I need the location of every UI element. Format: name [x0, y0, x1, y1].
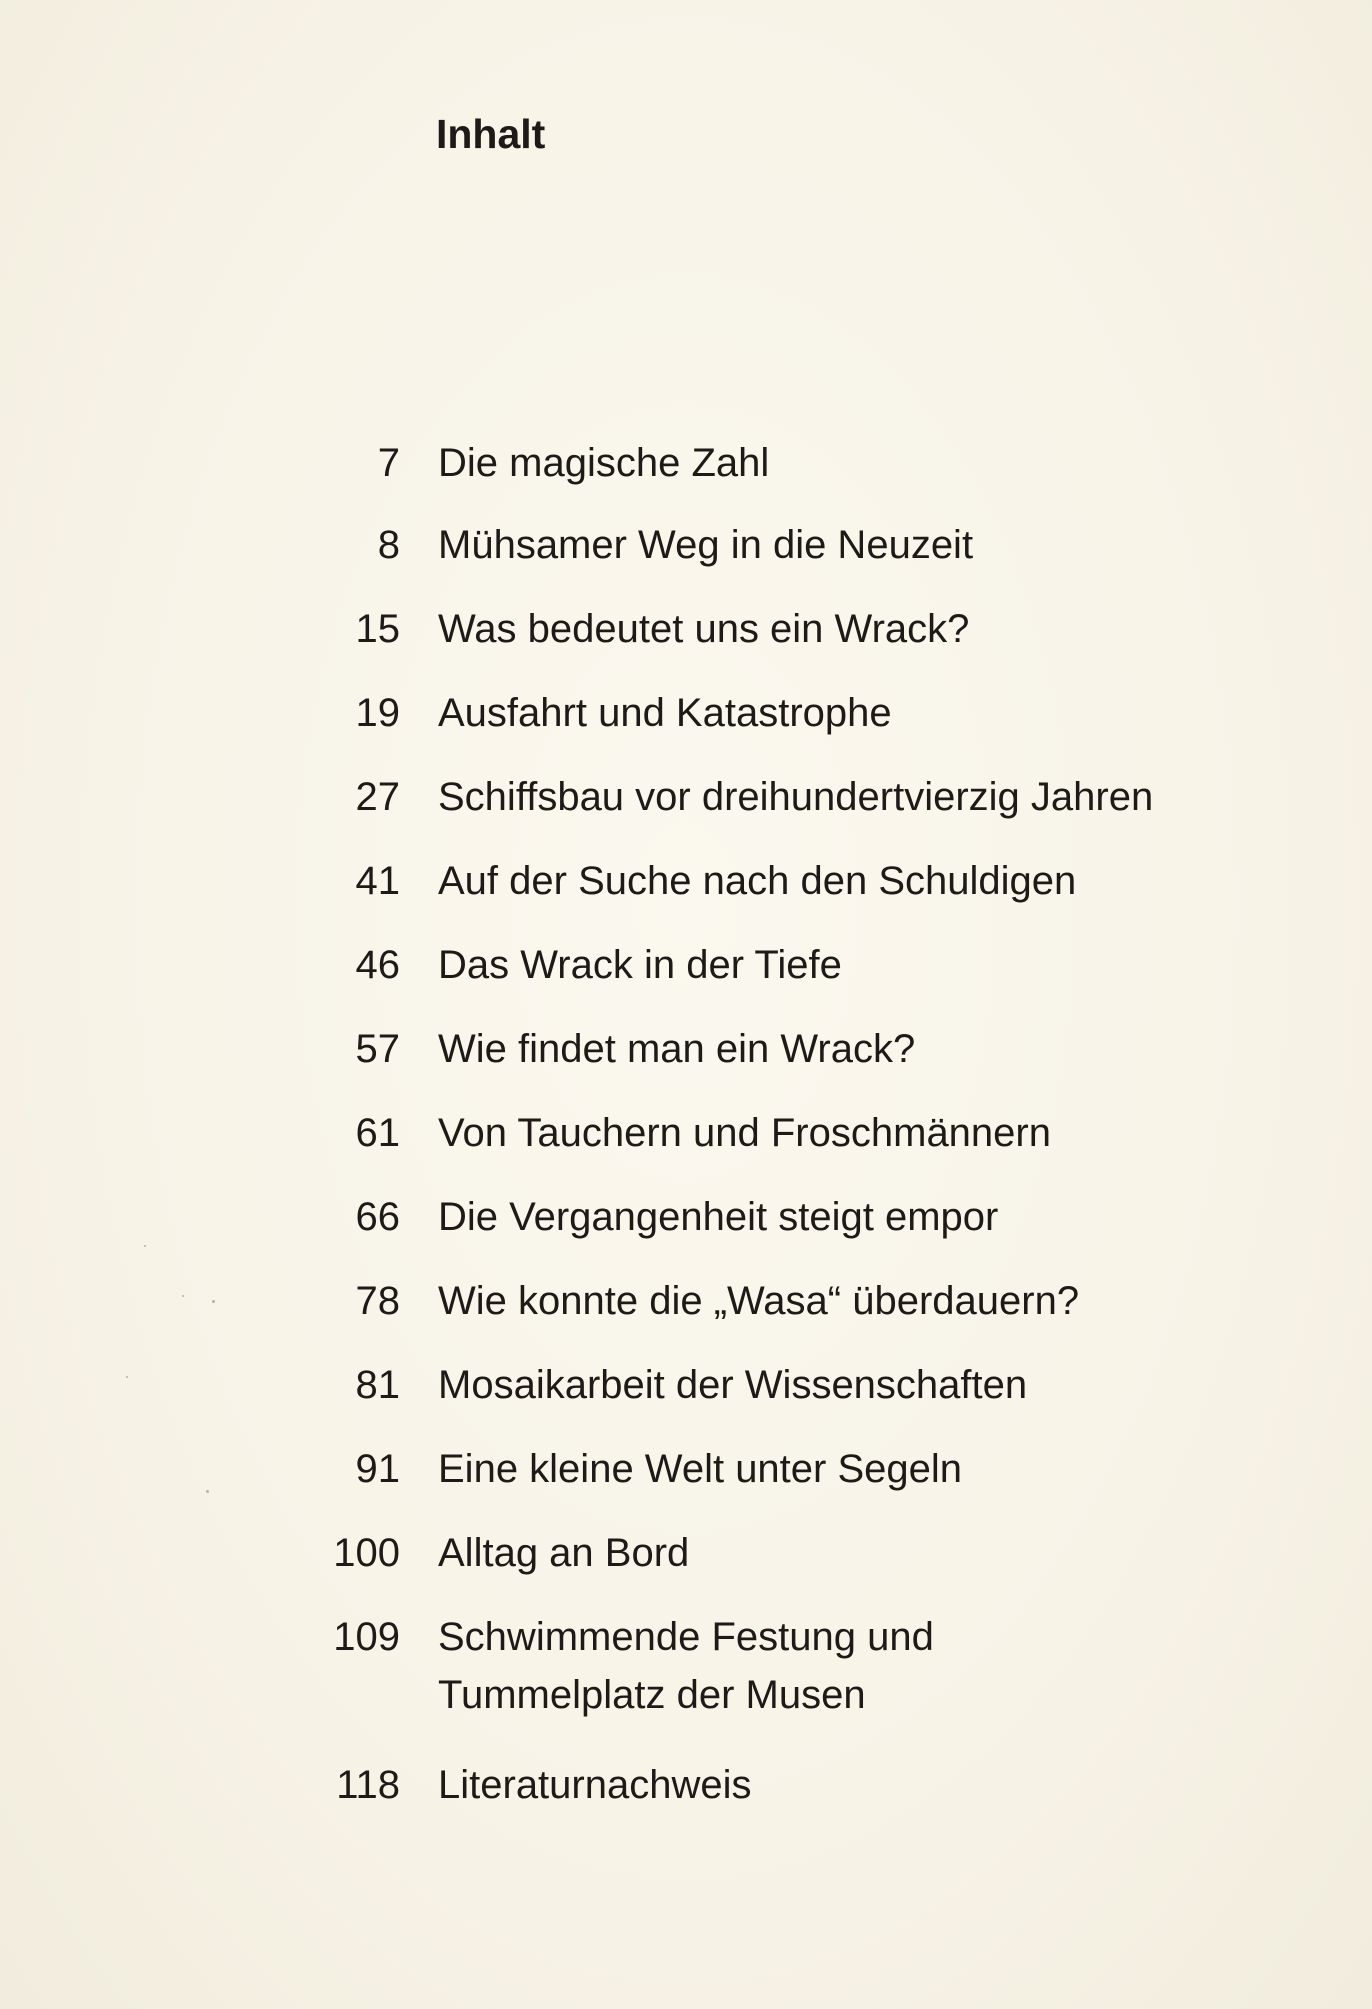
toc-page-number: 61: [355, 1111, 400, 1155]
toc-page-number: 15: [355, 607, 400, 651]
toc-chapter-title: Die magische Zahl: [438, 441, 770, 485]
toc-page-number: 19: [355, 691, 400, 735]
toc-chapter-title: Schwimmende Festung und: [438, 1615, 934, 1659]
toc-page-number: 46: [355, 943, 400, 987]
toc-page-number: 57: [355, 1027, 400, 1071]
toc-page-number: 8: [377, 523, 400, 567]
toc-chapter-title: Die Vergangenheit steigt empor: [438, 1195, 999, 1239]
toc-page-number: 27: [355, 775, 400, 819]
toc-chapter-title: Das Wrack in der Tiefe: [438, 943, 842, 987]
toc-page-number: 118: [336, 1763, 400, 1807]
toc-page-number: 66: [355, 1195, 400, 1239]
toc-page-number: 100: [333, 1531, 400, 1575]
toc-chapter-title: Mühsamer Weg in die Neuzeit: [438, 523, 974, 567]
toc-page-number: 7: [377, 441, 400, 485]
toc-title: Inhalt: [436, 111, 546, 157]
toc-chapter-title: Auf der Suche nach den Schuldigen: [438, 859, 1077, 903]
toc-chapter-title: Literaturnachweis: [438, 1763, 752, 1807]
toc-entry: [0, 1608, 1372, 1724]
toc-page-number: 78: [355, 1279, 400, 1323]
toc-page-number: 91: [355, 1447, 400, 1491]
toc-chapter-title: Eine kleine Welt unter Segeln: [438, 1447, 963, 1491]
toc-page-number: 109: [333, 1615, 400, 1659]
toc-chapter-title: Alltag an Bord: [438, 1531, 690, 1575]
toc-chapter-title: Schiffsbau vor dreihundertvierzig Jahren: [438, 775, 1154, 819]
toc-page-number: 41: [355, 859, 400, 903]
toc-chapter-title: Was bedeutet uns ein Wrack?: [438, 607, 970, 651]
toc-chapter-title: Mosaikarbeit der Wissenschaften: [438, 1363, 1028, 1407]
toc-chapter-title: Ausfahrt und Katastrophe: [438, 691, 892, 735]
toc-page-number: 81: [355, 1363, 400, 1407]
toc-chapter-title: Von Tauchern und Froschmännern: [438, 1111, 1051, 1155]
toc-chapter-title: Wie konnte die „Wasa“ überdauern?: [438, 1279, 1080, 1323]
toc-chapter-title: Wie findet man ein Wrack?: [438, 1027, 916, 1071]
toc-entry: [0, 1756, 1372, 1872]
toc-chapter-title-continuation: Tummelplatz der Musen: [438, 1673, 866, 1717]
